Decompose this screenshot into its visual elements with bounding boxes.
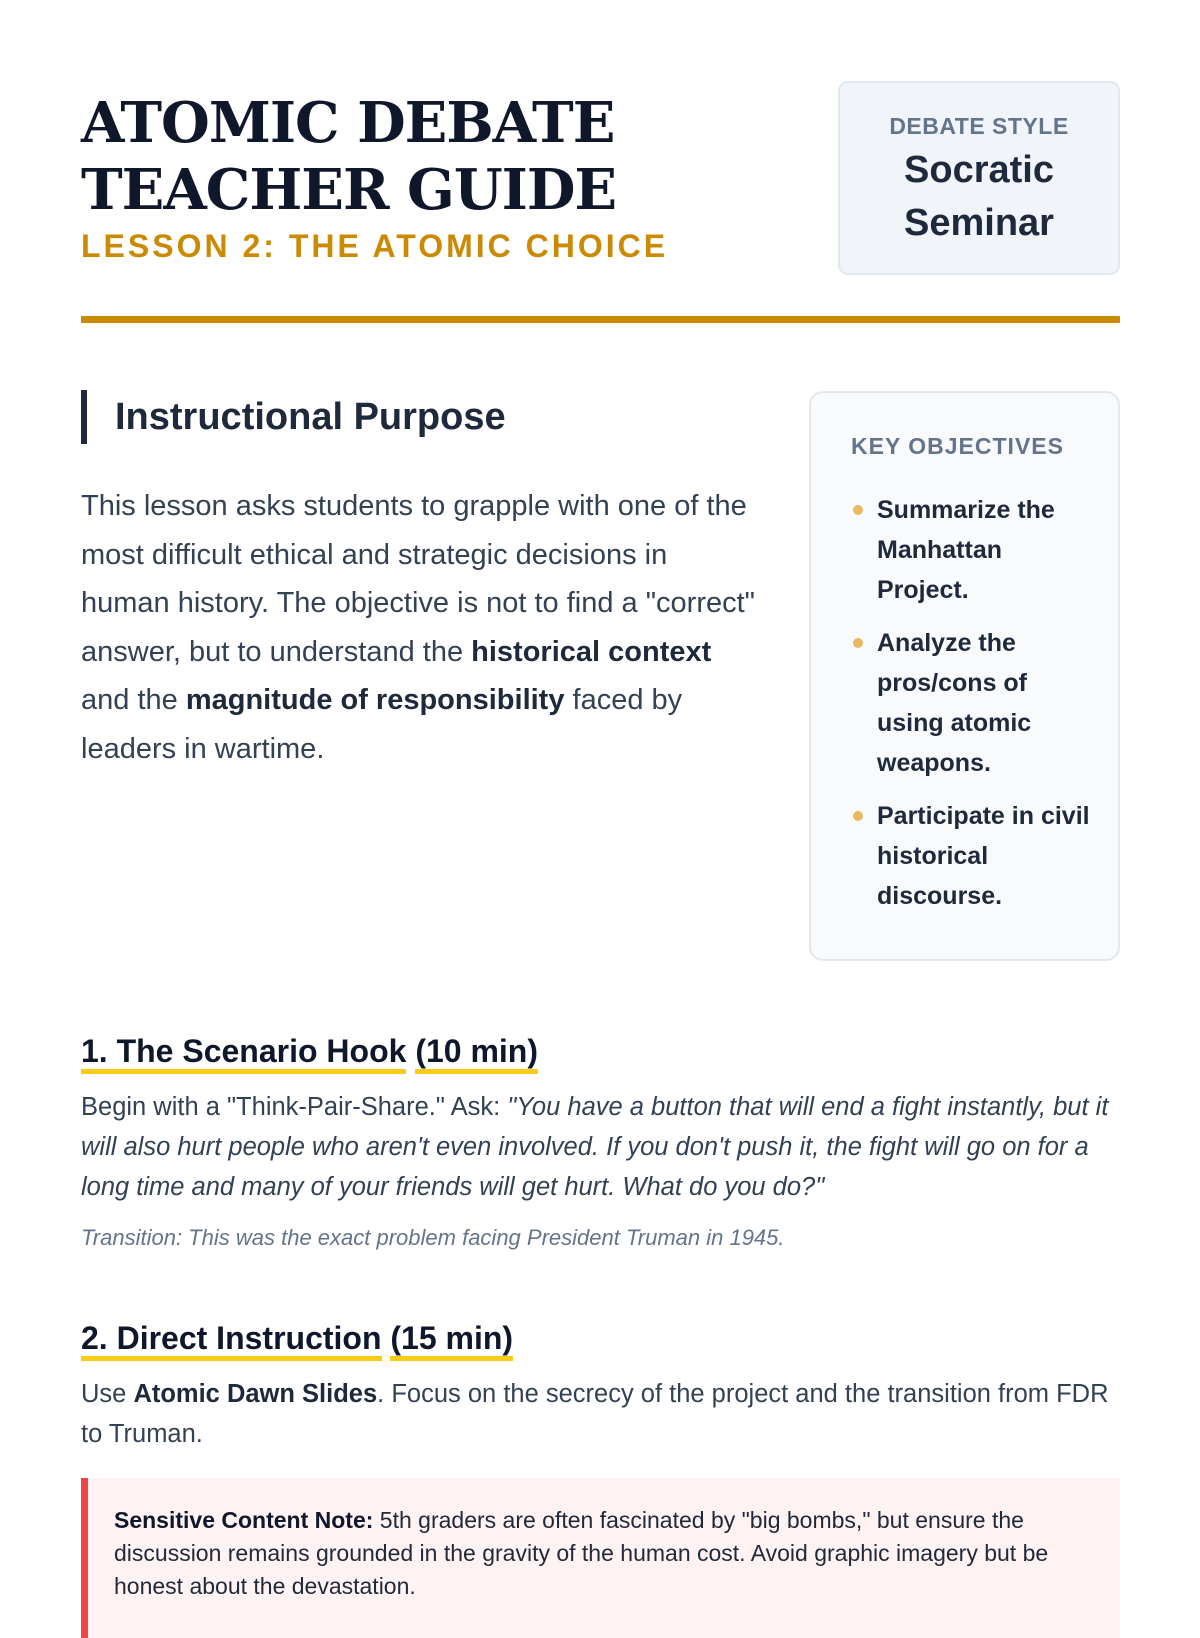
debate-style-value-line-1: Socratic	[904, 149, 1054, 191]
lesson-subtitle: LESSON 2: THE ATOMIC CHOICE	[81, 228, 669, 264]
step-2-body-prefix: Use	[81, 1380, 134, 1408]
heading-accent-bar	[81, 390, 87, 444]
guide-header	[81, 0, 1120, 330]
instructional-purpose-title: Instructional Purpose	[115, 396, 506, 438]
objective-item: Summarize the Manhattan Project.	[851, 490, 1098, 610]
step-2-slides-name: Atomic Dawn Slides	[133, 1380, 378, 1408]
sensitive-content-note	[81, 1478, 1120, 1638]
instructional-purpose-heading	[81, 390, 761, 444]
step-1-title: 1. The Scenario Hook	[81, 1033, 406, 1074]
debate-style-value-line-2: Seminar	[904, 202, 1054, 244]
teacher-guide-page	[81, 0, 1120, 1599]
key-objectives-list	[851, 490, 1098, 916]
title-line-2: TEACHER GUIDE	[81, 157, 617, 223]
title-line-1: ATOMIC DEBATE	[81, 90, 615, 156]
step-scenario-hook	[81, 1029, 1120, 1255]
purpose-text-part-3: faced by leaders in wartime.	[81, 684, 683, 765]
instructional-purpose-text	[81, 482, 761, 774]
purpose-bold-historical-context: historical context	[471, 635, 712, 668]
debate-style-card	[838, 81, 1120, 275]
sensitive-content-label: Sensitive Content Note:	[114, 1507, 374, 1533]
debate-style-value	[840, 144, 1118, 250]
document-title	[81, 90, 616, 224]
step-1-transition-note: Transition: This was the exact problem facing President Truman in 1945.	[81, 1225, 785, 1250]
step-2-heading	[81, 1316, 1120, 1360]
key-objectives-card	[809, 391, 1120, 961]
instructional-purpose-section	[81, 390, 761, 774]
step-1-scenario-quote: "You have a button that will end a fight instantly, but it will also hurt people who aren't even involved. If you don't push it, the fight will go on for a long time and many of your friends will get hurt. What do you do?"	[81, 1093, 1109, 1201]
header-divider	[81, 316, 1120, 323]
step-2-body	[81, 1374, 1120, 1454]
purpose-text-part-2: and the	[81, 684, 186, 717]
sensitive-content-text: 5th graders are often fascinated by "big bombs," but ensure the discussion remains grounded in the gravity of the human cost. Avoid graphic imagery but be honest about the devastation.	[114, 1507, 1049, 1599]
step-2-duration: (15 min)	[390, 1320, 513, 1361]
step-1-body	[81, 1087, 1120, 1207]
debate-style-label: DEBATE STYLE	[889, 113, 1069, 139]
purpose-text-part-1: This lesson asks students to grapple with one of the most difficult ethical and strategic decisions in human history. The objective is not to find a "correct" answer, but to understand the	[81, 490, 755, 668]
key-objectives-label: KEY OBJECTIVES	[851, 433, 1064, 459]
objective-item: Analyze the pros/cons of using atomic weapons.	[851, 623, 1098, 783]
objective-item: Participate in civil historical discourse.	[851, 796, 1098, 916]
step-2-body-suffix: . Focus on the secrecy of the project and the transition from FDR to Truman.	[81, 1380, 1109, 1448]
purpose-bold-responsibility: magnitude of responsibility	[185, 684, 565, 717]
step-1-heading	[81, 1029, 1120, 1073]
step-direct-instruction	[81, 1316, 1120, 1454]
step-1-duration: (10 min)	[415, 1033, 538, 1074]
step-1-body-prefix: Begin with a "Think-Pair-Share." Ask:	[81, 1093, 508, 1121]
step-2-title: 2. Direct Instruction	[81, 1320, 382, 1361]
